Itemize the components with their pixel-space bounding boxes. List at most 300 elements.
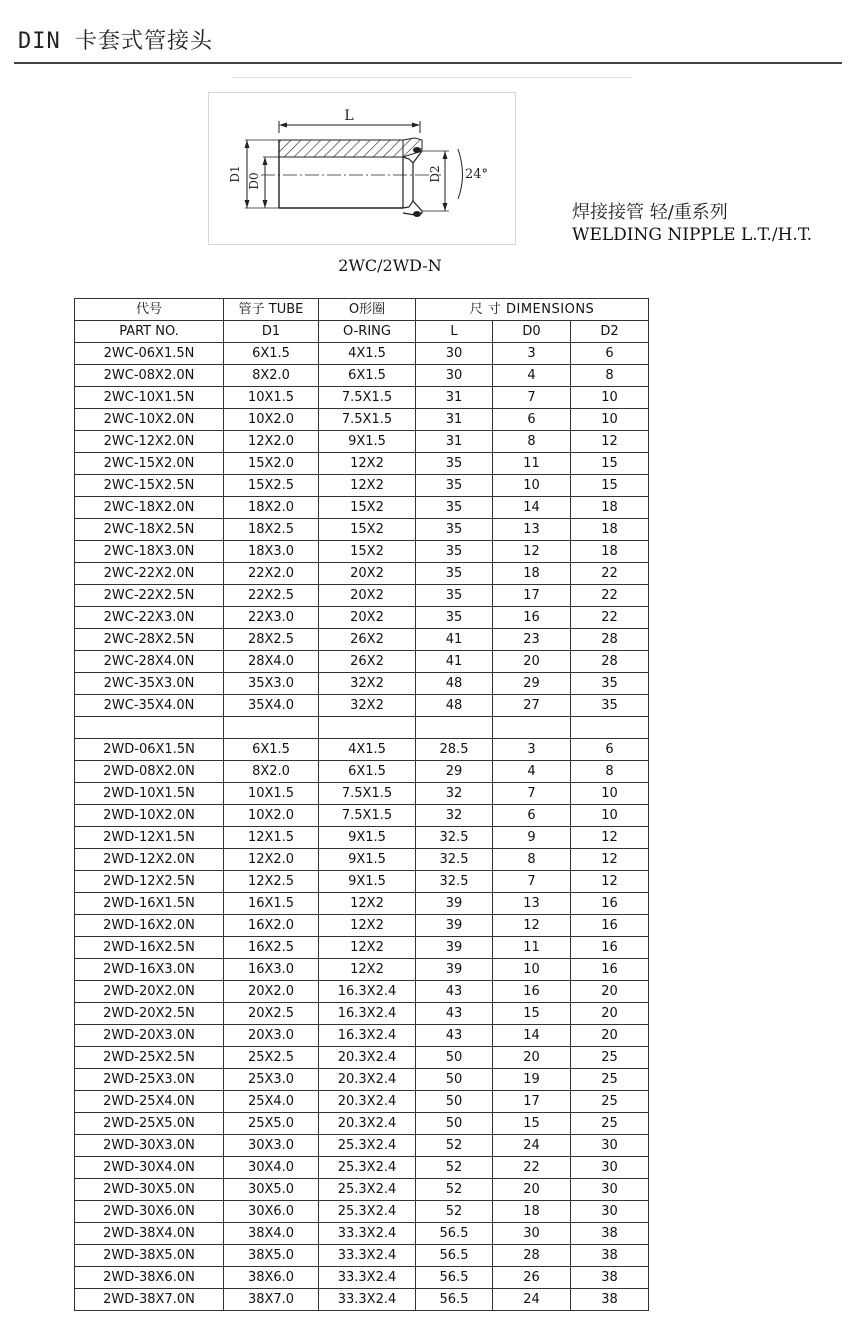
d0-cell: 8	[493, 431, 571, 453]
part-no-cell: 2WC-10X2.0N	[75, 409, 224, 431]
table-row	[75, 849, 649, 871]
part-no-cell: 2WD-20X2.5N	[75, 1003, 224, 1025]
o-ring-cell: 25.3X2.4	[319, 1157, 416, 1179]
l-cell: 39	[416, 959, 493, 981]
dimensions-table	[74, 298, 649, 1311]
d2-cell: 30	[571, 1135, 649, 1157]
o-ring-cell: 6X1.5	[319, 761, 416, 783]
part-no-cell: 2WD-06X1.5N	[75, 739, 224, 761]
d2-cell: 25	[571, 1113, 649, 1135]
d2-cell: 25	[571, 1069, 649, 1091]
l-cell: 31	[416, 409, 493, 431]
tube-d1-cell: 15X2.5	[224, 475, 319, 497]
o-ring-cell: 26X2	[319, 629, 416, 651]
l-cell: 32	[416, 805, 493, 827]
l-cell: 48	[416, 695, 493, 717]
part-no-cell: 2WC-22X2.0N	[75, 563, 224, 585]
d2-cell: 35	[571, 695, 649, 717]
page-title: DIN 卡套式管接头	[18, 29, 213, 54]
part-no-cell: 2WD-30X3.0N	[75, 1135, 224, 1157]
d2-cell: 16	[571, 915, 649, 937]
header-code: 代号	[75, 299, 224, 321]
d0-cell: 20	[493, 1179, 571, 1201]
header-dimensions: 尺 寸 DIMENSIONS	[416, 299, 649, 321]
o-ring-cell: 20.3X2.4	[319, 1069, 416, 1091]
l-cell: 52	[416, 1157, 493, 1179]
part-no-cell: 2WD-38X7.0N	[75, 1289, 224, 1311]
tube-d1-cell: 12X2.0	[224, 849, 319, 871]
header-d0: D0	[493, 321, 571, 343]
d2-cell: 30	[571, 1179, 649, 1201]
d0-cell: 17	[493, 585, 571, 607]
tube-d1-cell: 30X3.0	[224, 1135, 319, 1157]
d0-cell: 29	[493, 673, 571, 695]
tube-d1-cell: 25X5.0	[224, 1113, 319, 1135]
part-no-cell: 2WC-10X1.5N	[75, 387, 224, 409]
d2-cell: 22	[571, 607, 649, 629]
table-row	[75, 453, 649, 475]
d0-cell: 26	[493, 1267, 571, 1289]
d0-cell: 23	[493, 629, 571, 651]
d2-cell: 20	[571, 1025, 649, 1047]
d2-cell: 16	[571, 893, 649, 915]
o-ring-cell: 33.3X2.4	[319, 1267, 416, 1289]
tube-d1-cell: 16X1.5	[224, 893, 319, 915]
part-no-cell: 2WD-30X6.0N	[75, 1201, 224, 1223]
o-ring-cell: 12X2	[319, 937, 416, 959]
tube-d1-cell: 38X4.0	[224, 1223, 319, 1245]
l-cell: 35	[416, 497, 493, 519]
table-body	[75, 343, 649, 1311]
d0-cell: 20	[493, 1047, 571, 1069]
d0-cell: 4	[493, 761, 571, 783]
o-ring-cell: 4X1.5	[319, 739, 416, 761]
l-cell: 32	[416, 783, 493, 805]
d2-cell: 15	[571, 453, 649, 475]
table-row	[75, 1201, 649, 1223]
l-cell: 35	[416, 585, 493, 607]
table-row	[75, 915, 649, 937]
l-cell: 30	[416, 365, 493, 387]
d0-cell: 16	[493, 607, 571, 629]
o-ring-cell: 16.3X2.4	[319, 981, 416, 1003]
l-cell: 48	[416, 673, 493, 695]
table-row	[75, 981, 649, 1003]
l-cell: 50	[416, 1069, 493, 1091]
table-row	[75, 695, 649, 717]
table-row	[75, 1003, 649, 1025]
d0-cell	[493, 717, 571, 739]
part-no-cell: 2WD-38X6.0N	[75, 1267, 224, 1289]
table-row	[75, 1223, 649, 1245]
o-ring-cell: 32X2	[319, 695, 416, 717]
tube-d1-cell: 30X4.0	[224, 1157, 319, 1179]
d0-cell: 20	[493, 651, 571, 673]
d0-cell: 7	[493, 387, 571, 409]
d2-arrow-top	[443, 151, 448, 159]
tube-d1-cell: 28X4.0	[224, 651, 319, 673]
d0-cell: 18	[493, 563, 571, 585]
d2-cell: 38	[571, 1289, 649, 1311]
part-no-cell: 2WD-12X2.5N	[75, 871, 224, 893]
o-ring-cell: 16.3X2.4	[319, 1003, 416, 1025]
d0-cell: 12	[493, 915, 571, 937]
part-no-cell: 2WD-25X5.0N	[75, 1113, 224, 1135]
table-row	[75, 783, 649, 805]
l-cell: 32.5	[416, 827, 493, 849]
tube-d1-cell: 8X2.0	[224, 761, 319, 783]
part-no-cell: 2WC-15X2.5N	[75, 475, 224, 497]
tube-d1-cell: 10X1.5	[224, 387, 319, 409]
o-ring-cell: 26X2	[319, 651, 416, 673]
o-ring-cell: 33.3X2.4	[319, 1223, 416, 1245]
o-ring-cell	[319, 717, 416, 739]
l-cell: 43	[416, 981, 493, 1003]
table-row	[75, 629, 649, 651]
part-no-cell: 2WD-38X4.0N	[75, 1223, 224, 1245]
d0-cell: 17	[493, 1091, 571, 1113]
part-no-cell: 2WD-16X2.5N	[75, 937, 224, 959]
tube-d1-cell: 35X3.0	[224, 673, 319, 695]
d2-cell: 8	[571, 365, 649, 387]
table-row	[75, 1091, 649, 1113]
tube-d1-cell: 25X3.0	[224, 1069, 319, 1091]
thin-divider	[232, 77, 632, 78]
d0-cell: 19	[493, 1069, 571, 1091]
table-row	[75, 497, 649, 519]
d0-cell: 30	[493, 1223, 571, 1245]
table-row	[75, 409, 649, 431]
part-no-cell: 2WD-10X1.5N	[75, 783, 224, 805]
d2-cell: 38	[571, 1267, 649, 1289]
d0-cell: 10	[493, 475, 571, 497]
d0-cell: 9	[493, 827, 571, 849]
table-row	[75, 739, 649, 761]
l-cell: 35	[416, 607, 493, 629]
l-cell: 39	[416, 893, 493, 915]
table-row	[75, 1135, 649, 1157]
table-row	[75, 1113, 649, 1135]
d2-cell: 18	[571, 541, 649, 563]
o-ring-cell: 33.3X2.4	[319, 1245, 416, 1267]
d2-cell: 18	[571, 497, 649, 519]
d2-cell: 8	[571, 761, 649, 783]
part-no-cell: 2WD-16X1.5N	[75, 893, 224, 915]
o-ring-cell: 12X2	[319, 893, 416, 915]
tube-d1-cell: 18X2.0	[224, 497, 319, 519]
header-d1: D1	[224, 321, 319, 343]
d0-cell: 8	[493, 849, 571, 871]
l-cell: 35	[416, 541, 493, 563]
dim-d1-label: D1	[228, 165, 242, 183]
d2-cell: 20	[571, 981, 649, 1003]
d0-cell: 7	[493, 783, 571, 805]
d2-cell: 38	[571, 1245, 649, 1267]
o-ring-cell: 20.3X2.4	[319, 1047, 416, 1069]
o-ring-cell: 20X2	[319, 563, 416, 585]
table-row	[75, 1179, 649, 1201]
table-row	[75, 1047, 649, 1069]
d2-cell: 25	[571, 1091, 649, 1113]
d2-cell: 10	[571, 805, 649, 827]
o-ring-cell: 25.3X2.4	[319, 1179, 416, 1201]
table-row	[75, 1245, 649, 1267]
header-row-1	[75, 299, 649, 321]
l-cell: 32.5	[416, 871, 493, 893]
o-ring-cell: 9X1.5	[319, 849, 416, 871]
l-cell: 52	[416, 1201, 493, 1223]
part-no-cell: 2WC-35X3.0N	[75, 673, 224, 695]
table-row	[75, 1267, 649, 1289]
tube-d1-cell: 22X3.0	[224, 607, 319, 629]
part-no-cell: 2WC-08X2.0N	[75, 365, 224, 387]
d0-arrow-bottom	[263, 200, 268, 208]
d2-cell: 28	[571, 651, 649, 673]
d0-cell: 15	[493, 1113, 571, 1135]
o-ring-cell: 12X2	[319, 475, 416, 497]
d2-cell: 16	[571, 937, 649, 959]
part-no-cell: 2WC-15X2.0N	[75, 453, 224, 475]
nipple-drawing	[209, 93, 515, 244]
o-ring-cell: 32X2	[319, 673, 416, 695]
dim-d0-label: D0	[247, 172, 261, 190]
o-ring-top	[413, 147, 421, 153]
l-cell: 31	[416, 387, 493, 409]
tube-d1-cell: 8X2.0	[224, 365, 319, 387]
table-row	[75, 585, 649, 607]
part-no-cell: 2WD-38X5.0N	[75, 1245, 224, 1267]
d0-cell: 3	[493, 343, 571, 365]
o-ring-cell: 33.3X2.4	[319, 1289, 416, 1311]
d0-cell: 7	[493, 871, 571, 893]
d2-cell: 20	[571, 1003, 649, 1025]
table-row	[75, 651, 649, 673]
o-ring-cell: 16.3X2.4	[319, 1025, 416, 1047]
l-cell: 35	[416, 453, 493, 475]
tube-d1-cell: 6X1.5	[224, 343, 319, 365]
part-no-cell: 2WC-18X2.0N	[75, 497, 224, 519]
d0-cell: 6	[493, 409, 571, 431]
o-ring-cell: 20.3X2.4	[319, 1113, 416, 1135]
d2-cell: 30	[571, 1201, 649, 1223]
part-no-cell: 2WC-22X2.5N	[75, 585, 224, 607]
d2-cell: 16	[571, 959, 649, 981]
o-ring-cell: 20X2	[319, 607, 416, 629]
l-cell: 50	[416, 1113, 493, 1135]
o-ring-cell: 7.5X1.5	[319, 409, 416, 431]
d2-cell: 22	[571, 563, 649, 585]
d0-cell: 12	[493, 541, 571, 563]
part-no-cell: 2WC-12X2.0N	[75, 431, 224, 453]
o-ring-cell: 4X1.5	[319, 343, 416, 365]
d0-cell: 24	[493, 1135, 571, 1157]
o-ring-cell: 9X1.5	[319, 827, 416, 849]
table-row	[75, 673, 649, 695]
l-cell: 41	[416, 629, 493, 651]
dim-d2-label: D2	[428, 165, 442, 183]
table-row	[75, 827, 649, 849]
l-cell: 35	[416, 519, 493, 541]
table-row	[75, 761, 649, 783]
d2-cell: 35	[571, 673, 649, 695]
part-no-cell: 2WC-06X1.5N	[75, 343, 224, 365]
d0-arrow-top	[263, 157, 268, 165]
tube-d1-cell: 20X2.5	[224, 1003, 319, 1025]
l-arrow-left	[279, 123, 287, 128]
d2-cell: 38	[571, 1223, 649, 1245]
l-arrow-right	[412, 123, 420, 128]
tube-d1-cell: 30X5.0	[224, 1179, 319, 1201]
d2-cell: 10	[571, 409, 649, 431]
d0-cell: 28	[493, 1245, 571, 1267]
tube-d1-cell	[224, 717, 319, 739]
tube-d1-cell: 30X6.0	[224, 1201, 319, 1223]
l-cell: 35	[416, 563, 493, 585]
header-tube: 管子 TUBE	[224, 299, 319, 321]
o-ring-cell: 20X2	[319, 585, 416, 607]
table-row	[75, 343, 649, 365]
l-cell: 56.5	[416, 1267, 493, 1289]
d2-cell	[571, 717, 649, 739]
table-row	[75, 871, 649, 893]
part-no-cell: 2WD-30X5.0N	[75, 1179, 224, 1201]
table-row	[75, 893, 649, 915]
d0-cell: 3	[493, 739, 571, 761]
hatched-wall	[279, 140, 403, 157]
part-no-cell: 2WD-25X4.0N	[75, 1091, 224, 1113]
l-cell: 39	[416, 937, 493, 959]
d1-arrow-top	[245, 140, 250, 148]
table-row	[75, 387, 649, 409]
tube-d1-cell: 22X2.0	[224, 563, 319, 585]
part-no-cell: 2WC-28X2.5N	[75, 629, 224, 651]
part-no-cell: 2WD-16X3.0N	[75, 959, 224, 981]
l-cell: 39	[416, 915, 493, 937]
d0-cell: 22	[493, 1157, 571, 1179]
d2-arrow-bottom	[443, 203, 448, 211]
tube-d1-cell: 35X4.0	[224, 695, 319, 717]
l-cell: 29	[416, 761, 493, 783]
table-row	[75, 959, 649, 981]
part-no-cell: 2WD-16X2.0N	[75, 915, 224, 937]
o-ring-cell: 7.5X1.5	[319, 783, 416, 805]
table-row	[75, 475, 649, 497]
tube-d1-cell: 15X2.0	[224, 453, 319, 475]
d2-cell: 10	[571, 387, 649, 409]
tube-d1-cell: 38X7.0	[224, 1289, 319, 1311]
d0-cell: 11	[493, 453, 571, 475]
tube-d1-cell: 25X2.5	[224, 1047, 319, 1069]
d0-cell: 24	[493, 1289, 571, 1311]
d2-cell: 12	[571, 827, 649, 849]
d2-cell: 10	[571, 783, 649, 805]
l-cell: 56.5	[416, 1223, 493, 1245]
part-no-cell	[75, 717, 224, 739]
d0-cell: 6	[493, 805, 571, 827]
part-no-cell: 2WD-30X4.0N	[75, 1157, 224, 1179]
d1-arrow-bottom	[245, 200, 250, 208]
product-name-en: WELDING NIPPLE L.T./H.T.	[572, 225, 813, 245]
d0-cell: 13	[493, 893, 571, 915]
tube-d1-cell: 38X5.0	[224, 1245, 319, 1267]
o-ring-cell: 25.3X2.4	[319, 1201, 416, 1223]
table-row	[75, 365, 649, 387]
l-cell: 28.5	[416, 739, 493, 761]
d2-cell: 12	[571, 871, 649, 893]
o-ring-bottom	[413, 211, 421, 217]
part-no-cell: 2WD-25X2.5N	[75, 1047, 224, 1069]
d2-cell: 12	[571, 849, 649, 871]
tube-d1-cell: 12X2.0	[224, 431, 319, 453]
d0-cell: 11	[493, 937, 571, 959]
tube-d1-cell: 10X2.0	[224, 409, 319, 431]
o-ring-cell: 9X1.5	[319, 871, 416, 893]
l-cell: 43	[416, 1025, 493, 1047]
o-ring-cell: 12X2	[319, 959, 416, 981]
o-ring-cell: 15X2	[319, 541, 416, 563]
angle-label: 24°	[465, 167, 489, 182]
d0-cell: 18	[493, 1201, 571, 1223]
d0-cell: 15	[493, 1003, 571, 1025]
tube-d1-cell: 22X2.5	[224, 585, 319, 607]
d0-cell: 14	[493, 497, 571, 519]
tube-d1-cell: 12X2.5	[224, 871, 319, 893]
header-part-no: PART NO.	[75, 321, 224, 343]
l-cell: 56.5	[416, 1289, 493, 1311]
header-oring: O形圈	[319, 299, 416, 321]
angle-arc	[458, 149, 463, 199]
table-row	[75, 805, 649, 827]
part-no-cell: 2WD-08X2.0N	[75, 761, 224, 783]
part-no-cell: 2WC-18X3.0N	[75, 541, 224, 563]
part-no-cell: 2WD-20X3.0N	[75, 1025, 224, 1047]
l-cell: 31	[416, 431, 493, 453]
part-no-cell: 2WD-25X3.0N	[75, 1069, 224, 1091]
o-ring-cell: 25.3X2.4	[319, 1135, 416, 1157]
tube-d1-cell: 6X1.5	[224, 739, 319, 761]
o-ring-cell: 15X2	[319, 519, 416, 541]
d0-cell: 13	[493, 519, 571, 541]
header-o-ring: O-RING	[319, 321, 416, 343]
table-row	[75, 717, 649, 739]
header-d2: D2	[571, 321, 649, 343]
table-row	[75, 1157, 649, 1179]
d2-cell: 6	[571, 739, 649, 761]
header-divider	[14, 62, 842, 64]
table-row	[75, 1025, 649, 1047]
table-row	[75, 607, 649, 629]
table-row	[75, 1289, 649, 1311]
l-cell: 56.5	[416, 1245, 493, 1267]
tube-d1-cell: 28X2.5	[224, 629, 319, 651]
o-ring-cell: 12X2	[319, 453, 416, 475]
l-cell: 35	[416, 475, 493, 497]
tube-d1-cell: 10X2.0	[224, 805, 319, 827]
diagram-caption: 2WC/2WD-N	[338, 256, 442, 275]
d2-cell: 12	[571, 431, 649, 453]
fitting-diagram	[208, 92, 516, 245]
header-l: L	[416, 321, 493, 343]
tube-d1-cell: 10X1.5	[224, 783, 319, 805]
table-row	[75, 431, 649, 453]
tube-d1-cell: 18X2.5	[224, 519, 319, 541]
tube-d1-cell: 16X2.0	[224, 915, 319, 937]
d2-cell: 28	[571, 629, 649, 651]
l-cell: 50	[416, 1047, 493, 1069]
l-cell: 32.5	[416, 849, 493, 871]
tube-d1-cell: 20X3.0	[224, 1025, 319, 1047]
o-ring-cell: 20.3X2.4	[319, 1091, 416, 1113]
